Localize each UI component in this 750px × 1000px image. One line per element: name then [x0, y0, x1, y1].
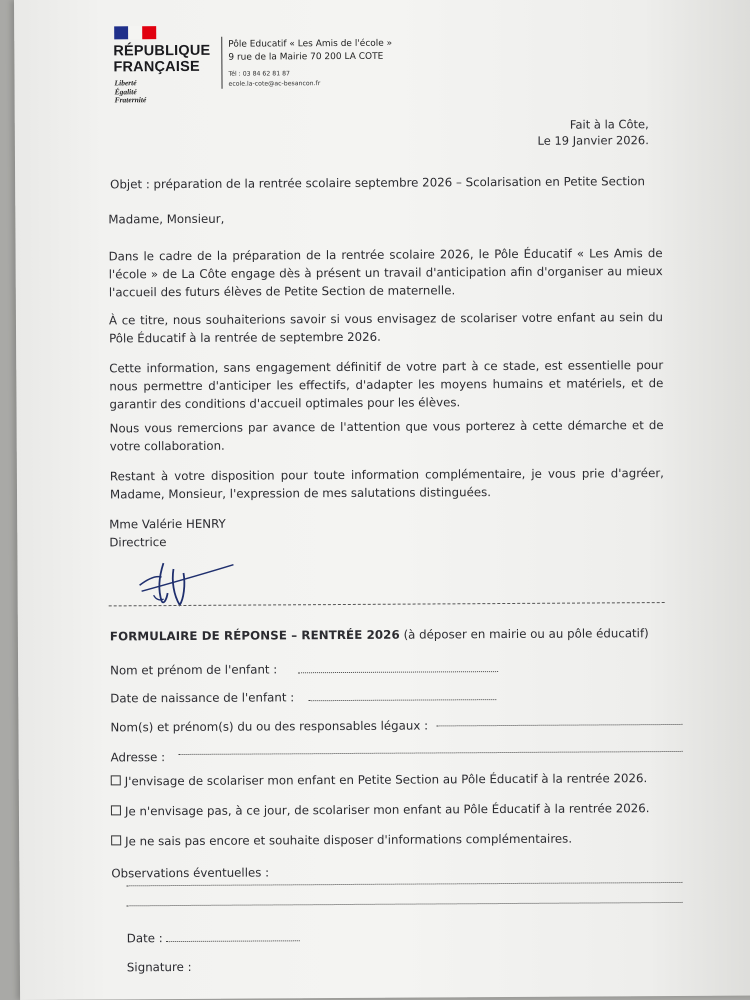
- address-field[interactable]: [179, 751, 683, 755]
- guardians-field[interactable]: [436, 724, 682, 727]
- paragraph-5: Restant à votre disposition pour toute information complémentaire, je vous prie d'agréer, Madame, Monsieur, l'expression de mes salutations distinguées.: [109, 466, 664, 502]
- date-field[interactable]: [166, 940, 300, 942]
- motto: Liberté Égalité Fraternité: [114, 78, 147, 105]
- child-name-label: Nom et prénom de l'enfant :: [110, 662, 278, 678]
- checkbox-icon[interactable]: [111, 835, 121, 845]
- letter-object: Objet : préparation de la rentrée scolaire septembre 2026 – Scolarisation en Petite Section: [110, 174, 645, 192]
- paragraph-1: Dans le cadre de la préparation de la rentrée scolaire 2026, le Pôle Éducatif « Les Amis de l'école » de La Côte engage dès à présent un travail d'anticipation afin d'organiser au mieux l'accueil des futurs élèves de Petite Section de maternelle.: [108, 246, 663, 300]
- form-title: [110, 626, 649, 643]
- paragraph-3: Cette information, sans engagement définitif de votre part à ce stade, est essentielle pour nous permettre d'anticiper les effectifs, d'adapter les moyens humains et matériels, et de garantir des conditions d'accueil optimales pour les élèves.: [109, 358, 664, 412]
- option-undecided[interactable]: Je ne sais pas encore et souhaite disposer d'informations complémentaires.: [111, 831, 572, 850]
- paragraph-2: À ce titre, nous souhaiterions savoir si vous envisagez de scolariser votre enfant au sein du Pôle Éducatif à la rentrée de septembre 2026.: [108, 310, 663, 346]
- place-date: [537, 116, 649, 149]
- republique-francaise-logo: RÉPUBLIQUE FRANÇAISE: [113, 42, 211, 76]
- school-address: 9 rue de la Mairie 70 200 LA COTE: [228, 51, 384, 63]
- handwritten-signature: [133, 555, 243, 612]
- birth-date-label: Date de naissance de l'enfant :: [110, 690, 295, 706]
- guardians-label: Nom(s) et prénom(s) du ou des responsables légaux :: [110, 718, 429, 735]
- observations-line-2[interactable]: [127, 902, 683, 906]
- school-phone: Tél : 03 84 62 81 87: [228, 70, 290, 78]
- date-line: Le 19 Janvier 2026.: [537, 133, 649, 148]
- form-title-main: FORMULAIRE DE RÉPONSE – RENTRÉE 2026: [109, 627, 400, 644]
- child-name-field[interactable]: [298, 671, 498, 673]
- option-not-enroll[interactable]: Je n'envisage pas, à ce jour, de scolariser mon enfant au Pôle Éducatif à la rentrée 2026.: [111, 800, 650, 819]
- school-name: Pôle Educatif « Les Amis de l'école »: [228, 38, 393, 50]
- place-line: Fait à la Côte,: [569, 117, 649, 132]
- form-title-note: (à déposer en mairie ou au pôle éducatif): [399, 626, 649, 642]
- paragraph-4: Nous vous remercions par avance de l'attention que vous porterez à cette démarche et de votre collaboration.: [109, 418, 664, 454]
- french-flag-logo: [114, 26, 156, 39]
- school-email: ecole.la-cote@ac-besancon.fr: [228, 79, 321, 88]
- school-contact: [228, 69, 320, 89]
- school-info: [228, 38, 392, 65]
- salutation: Madame, Monsieur,: [108, 211, 225, 227]
- signer-name: Mme Valérie HENRY: [109, 516, 226, 532]
- letterhead-divider: [221, 37, 222, 89]
- signer-role: Directrice: [109, 535, 167, 550]
- address-label: Adresse :: [110, 750, 166, 765]
- observations-label: Observations éventuelles :: [111, 865, 270, 881]
- birth-date-field[interactable]: [308, 699, 496, 701]
- option-enroll[interactable]: J'envisage de scolariser mon enfant en Petite Section au Pôle Éducatif à la rentrée 2026.: [111, 770, 648, 789]
- checkbox-icon[interactable]: [111, 775, 121, 785]
- checkbox-icon[interactable]: [111, 805, 121, 815]
- observations-line-1[interactable]: [126, 882, 682, 886]
- signature-label: Signature :: [126, 959, 192, 975]
- letter-page: [14, 0, 750, 1000]
- date-label: Date :: [126, 931, 163, 946]
